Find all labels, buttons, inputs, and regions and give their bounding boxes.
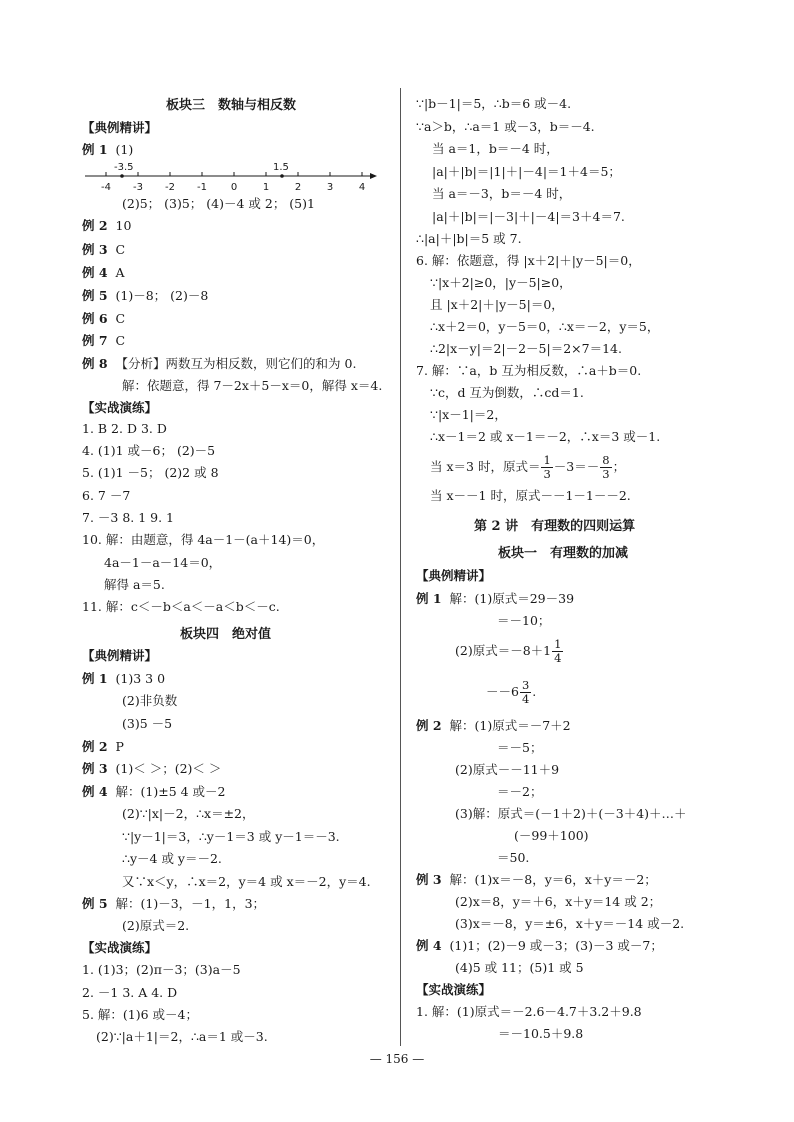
example-1: 例 1 (1) xyxy=(82,142,134,157)
b4-example-2: 例 2 P xyxy=(82,739,124,754)
fraction-3-4: $\frac{3}{4}$ xyxy=(521,678,530,706)
numberline-tick-label: 2 xyxy=(294,182,302,193)
l2-example-2: 例 2 解：(1)原式＝－7＋2 xyxy=(416,718,571,733)
l2-example-4: 例 4 (1)1；(2)－9 或－3；(3)－3 或－7； xyxy=(416,938,663,953)
l2-example-1-d: －－6 $\frac{3}{4}$ . xyxy=(486,678,537,706)
b4-example-4-d: ∴y－4 或 y＝－2. xyxy=(122,851,222,866)
right-line-18: 当 x－－1 时，原式－－1－1－－2. xyxy=(430,488,631,503)
heading-practice-2: 【实战演练】 xyxy=(82,940,158,955)
heading-examples-2: 【典例精讲】 xyxy=(82,648,158,663)
example-6: 例 6 C xyxy=(82,311,126,326)
numberline-tick-label: 1 xyxy=(262,182,270,193)
l2-example-3: 例 3 解：(1)x＝－8，y＝6，x＋y＝－2； xyxy=(416,872,657,887)
right-line-3: 当 a＝1，b＝－4 时， xyxy=(432,141,559,156)
l2-example-2-g: ＝50. xyxy=(497,850,530,865)
practice-10-step: 4a－1－a－14＝0， xyxy=(104,555,222,570)
right-line-4: |a|＋|b|＝|1|＋|－4|＝1＋4＝5； xyxy=(432,164,621,179)
b4-practice-1: 1. (1)3；(2)π－3；(3)a－5 xyxy=(82,962,241,977)
b4-example-1: 例 1 (1)3 3 0 xyxy=(82,671,166,686)
b4-practice-2-4: 2. －1 3. A 4. D xyxy=(82,985,178,1000)
numberline-tick-label: -4 xyxy=(101,182,111,193)
numberline-point-1 xyxy=(120,174,124,178)
fraction-1-3: $\frac{1}{3}$ xyxy=(543,453,551,481)
l2-example-2-f: (－99＋100) xyxy=(514,828,589,843)
fraction-8-3: $\frac{8}{3}$ xyxy=(602,453,610,481)
example-5: 例 5 (1)－8； (2)－8 xyxy=(82,288,209,303)
l2-example-2-c: (2)原式－－11＋9 xyxy=(455,762,560,777)
practice-10: 10. 解：由题意，得 4a－1－(a＋14)＝0， xyxy=(82,532,325,547)
l2-practice-1-b: ＝－10.5＋9.8 xyxy=(498,1026,584,1041)
right-line-1: ∵|b－1|＝5，∴b＝6 或－4. xyxy=(416,96,572,111)
b4-example-5-b: (2)原式＝2. xyxy=(122,918,190,933)
right-line-2: ∵a＞b，∴a＝1 或－3，b＝－4. xyxy=(416,119,595,134)
right-line-7: ∴|a|＋|b|＝5 或 7. xyxy=(416,231,522,246)
practice-5: 5. (1)1 －5； (2)2 或 8 xyxy=(82,465,219,480)
right-line-17: 当 x＝3 时，原式＝ $\frac{1}{3}$ －3＝－ $\frac{8}{3}$ ； xyxy=(430,453,626,481)
practice-11: 11. 解：c＜－b＜a＜－a＜b＜－c. xyxy=(82,599,280,614)
numberline-mark-2: 1.5 xyxy=(273,162,289,173)
l2-example-2-b: ＝－5； xyxy=(497,740,543,755)
b4-practice-5-b: (2)∵|a＋1|＝2，∴a＝1 或－3. xyxy=(96,1029,268,1044)
b4-example-4-e: 又∵x＜y，∴x＝2，y＝4 或 x＝－2，y＝4. xyxy=(122,874,371,889)
right-line-8: 6. 解：依题意，得 |x＋2|＋|y－5|＝0， xyxy=(416,253,641,268)
practice-10-result: 解得 a＝5. xyxy=(104,577,165,592)
lecture-title: 第 2 讲 有理数的四则运算 xyxy=(474,519,636,534)
number-line xyxy=(80,160,380,194)
l2-example-1-c: (2)原式＝－8＋1 $\frac{1}{4}$ xyxy=(455,637,562,665)
l2-example-2-e: (3)解：原式＝(－1＋2)＋(－3＋4)＋…＋ xyxy=(455,806,687,821)
practice-7-9: 7. －3 8. 1 9. 1 xyxy=(82,510,175,525)
numberline-tick-label: -2 xyxy=(165,182,175,193)
right-line-10: 且 |x＋2|＋|y－5|＝0， xyxy=(430,297,564,312)
right-line-5: 当 a＝－3，b＝－4 时， xyxy=(432,186,572,201)
right-line-9: ∵|x＋2|≥0，|y－5|≥0， xyxy=(430,275,572,290)
heading-practice: 【实战演练】 xyxy=(82,400,158,415)
heading-examples: 【典例精讲】 xyxy=(82,120,158,135)
numberline-tick-label: 0 xyxy=(230,182,238,193)
l2-practice-1: 1. 解：(1)原式＝－2.6－4.7＋3.2＋9.8 xyxy=(416,1004,642,1019)
heading-practice-3: 【实战演练】 xyxy=(416,982,492,997)
example-7: 例 7 C xyxy=(82,333,126,348)
l2-example-2-d: ＝－2； xyxy=(497,784,543,799)
b4-example-4-b: (2)∵|x|－2，∴x＝±2， xyxy=(122,806,255,821)
b4-practice-5: 5. 解：(1)6 或－4； xyxy=(82,1007,198,1022)
b4-example-4-c: ∵|y－1|＝3，∴y－1＝3 或 y－1＝－3. xyxy=(122,829,340,844)
example-2: 例 2 10 xyxy=(82,218,132,233)
practice-1-3: 1. B 2. D 3. D xyxy=(82,421,167,436)
numberline-tick-label: 4 xyxy=(358,182,366,193)
numberline-tick-label: -3 xyxy=(133,182,143,193)
page-number: — 156 — xyxy=(369,1052,425,1066)
example-8: 例 8 【分析】两数互为相反数，则它们的和为 0. xyxy=(82,356,357,371)
b4-example-3: 例 3 (1)＜ ＞；(2)＜ ＞ xyxy=(82,761,222,776)
right-line-13: 7. 解：∵a，b 互为相反数，∴a＋b＝0. xyxy=(416,363,642,378)
right-line-15: ∵|x－1|＝2， xyxy=(430,407,507,422)
example-3: 例 3 C xyxy=(82,242,126,257)
section-title-block1: 板块一 有理数的加减 xyxy=(498,546,629,561)
b4-example-1-c: (3)5 －5 xyxy=(122,716,173,731)
column-divider xyxy=(400,88,401,1046)
practice-4: 4. (1)1 或－6； (2)－5 xyxy=(82,443,216,458)
l2-example-3-c: (3)x＝－8，y＝±6，x＋y＝－14 或－2. xyxy=(455,916,685,931)
b4-example-1-b: (2)非负数 xyxy=(122,693,178,708)
l2-example-1: 例 1 解：(1)原式＝29－39 xyxy=(416,591,575,606)
practice-6: 6. 7 －7 xyxy=(82,488,131,503)
section-title-block4: 板块四 绝对值 xyxy=(180,627,272,642)
right-line-11: ∴x＋2＝0，y－5＝0，∴x＝－2，y＝5， xyxy=(430,319,660,334)
l2-example-3-b: (2)x＝8，y＝＋6，x＋y＝14 或 2； xyxy=(455,894,662,909)
b4-example-5: 例 5 解：(1)－3，－1，1，3； xyxy=(82,896,266,911)
numberline-tick-label: -1 xyxy=(197,182,207,193)
numberline-tick-label: 3 xyxy=(326,182,334,193)
right-line-6: |a|＋|b|＝|－3|＋|－4|＝3＋4＝7. xyxy=(432,209,625,224)
l2-example-1-b: ＝－10； xyxy=(497,613,551,628)
numberline-mark-1: -3.5 xyxy=(114,162,134,173)
example-8-solution: 解：依题意，得 7－2x＋5－x＝0，解得 x＝4. xyxy=(122,378,383,393)
numberline-point-2 xyxy=(280,174,284,178)
example-4: 例 4 A xyxy=(82,265,125,280)
b4-example-4: 例 4 解：(1)±5 4 或－2 xyxy=(82,784,226,799)
section-title-block3: 板块三 数轴与相反数 xyxy=(166,98,297,113)
fraction-1-4: $\frac{1}{4}$ xyxy=(554,637,562,665)
right-line-12: ∴2|x－y|＝2|－2－5|＝2×7＝14. xyxy=(430,341,622,356)
l2-example-4-b: (4)5 或 11；(5)1 或 5 xyxy=(455,960,584,975)
right-line-14: ∵c，d 互为倒数，∴cd＝1. xyxy=(430,385,584,400)
example-1-answers: (2)5； (3)5； (4)－4 或 2； (5)1 xyxy=(122,196,315,211)
right-line-16: ∴x－1＝2 或 x－1＝－2，∴x＝3 或－1. xyxy=(430,429,661,444)
heading-examples-3: 【典例精讲】 xyxy=(416,568,492,583)
